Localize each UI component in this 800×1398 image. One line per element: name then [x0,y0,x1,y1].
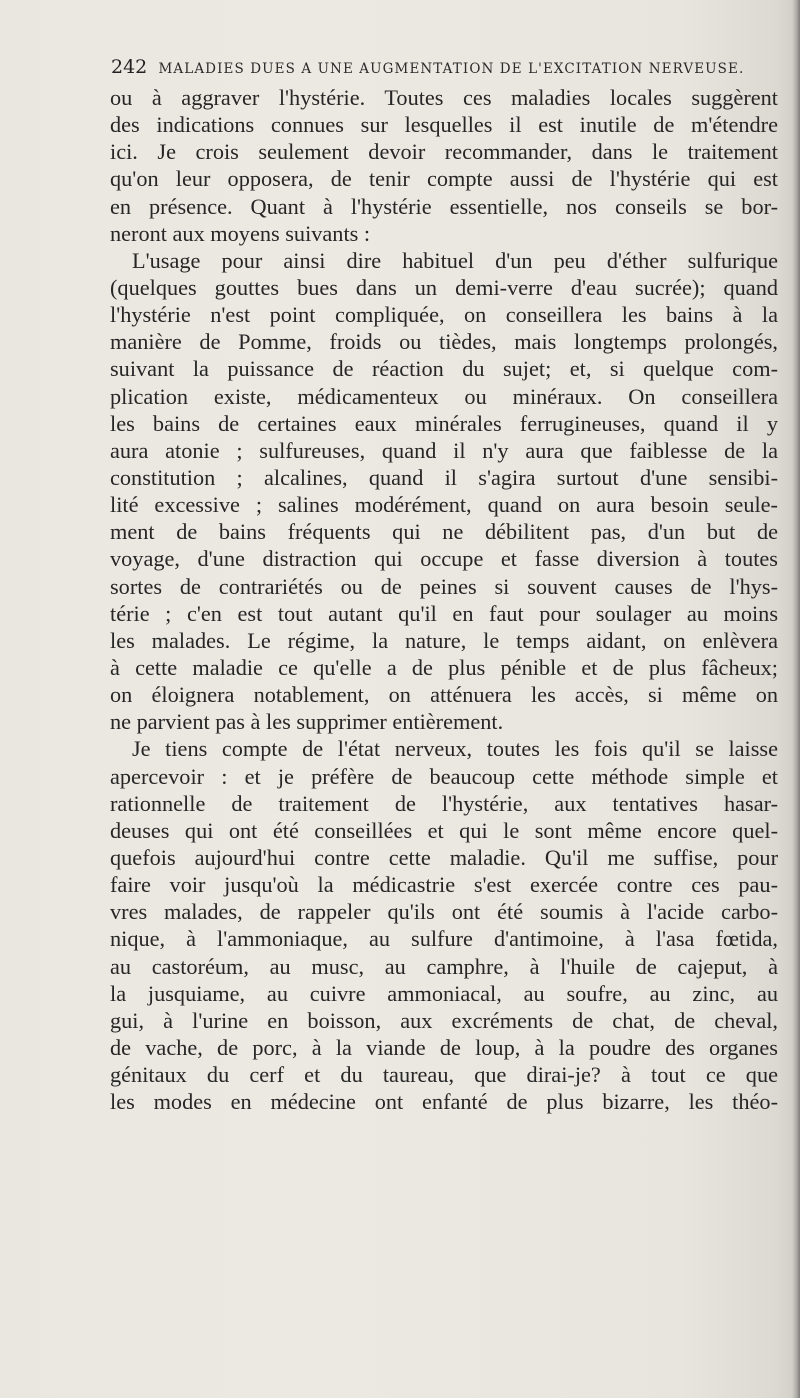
text-line: on éloignera notablement, on atténuera les accès, si même on [110,682,778,708]
text-line: au castoréum, au musc, au camphre, à l'huile de cajeput, à [110,953,778,979]
text-line: manière de Pomme, froids ou tièdes, mais longtemps prolongés, [110,329,778,355]
text-line: ou à aggraver l'hystérie. Toutes ces maladies locales suggèrent [110,85,778,110]
text-line: voyage, d'une distraction qui occupe et fasse diversion à toutes [110,546,778,572]
running-head-title: MALADIES DUES A UNE AUGMENTATION DE L'EXCITATION NERVEUSE. [158,61,745,77]
text-line: plication existe, médicamenteux ou minéraux. On conseillera [110,383,778,409]
text-line: nique, à l'ammoniaque, au sulfure d'antimoine, à l'asa fœtida, [110,926,778,952]
text-line: sortes de contrariétés ou de peines si souvent causes de l'hys- [110,573,778,599]
text-line: ment de bains fréquents qui ne débilitent pas, d'un but de [110,519,778,545]
text-line: constitution ; alcalines, quand il s'agira surtout d'une sensibi- [110,464,778,490]
text-line: apercevoir : et je préfère de beaucoup cette méthode simple et [110,763,778,789]
text-line: à cette maladie ce qu'elle a de plus pénible et de plus fâcheux; [110,654,778,680]
text-line: térie ; c'en est tout autant qu'il en faut pour soulager au moins [110,600,778,626]
text-line: lité excessive ; salines modérément, quand on aura besoin seule- [110,492,778,518]
body-text [110,84,778,1115]
text-line: quefois aujourd'hui contre cette maladie. Qu'il me suffise, pour [110,844,778,870]
text-line: suivant la puissance de réaction du sujet; et, si quelque com- [110,356,778,382]
text-line: ne parvient pas à les supprimer entièrement. [110,709,504,735]
text-line: l'hystérie n'est point compliquée, on conseillera les bains à la [110,302,778,328]
text-line: neront aux moyens suivants : [110,220,371,246]
text-line: en présence. Quant à l'hystérie essentielle, nos conseils se bor- [110,193,778,219]
running-head [111,56,771,78]
text-line: L'usage pour ainsi dire habituel d'un peu d'éther sulfurique [132,247,778,273]
text-line: (quelques gouttes bues dans un demi-verre d'eau sucrée); quand [110,274,778,300]
text-line: rationnelle de traitement de l'hystérie, aux tentatives hasar- [110,790,778,816]
page-edge-shadow [792,0,800,1398]
text-line: les malades. Le régime, la nature, le temps aidant, on enlèvera [110,627,778,653]
text-line: de vache, de porc, à la viande de loup, à la poudre des organes [110,1034,778,1060]
text-line: aura atonie ; sulfureuses, quand il n'y aura que faiblesse de la [110,437,778,463]
page-number: 242 [111,56,148,78]
text-line: vres malades, de rappeler qu'ils ont été soumis à l'acide carbo- [110,899,778,925]
text-line: les bains de certaines eaux minérales ferrugineuses, quand il y [110,410,778,436]
text-line: qu'on leur opposera, de tenir compte aussi de l'hystérie qui est [110,166,778,192]
text-line: la jusquiame, au cuivre ammoniacal, au soufre, au zinc, au [110,980,778,1006]
text-line: faire voir jusqu'où la médicastrie s'est exercée contre ces pau- [110,872,778,898]
text-line: deuses qui ont été conseillées et qui le sont même encore quel- [110,817,778,843]
text-line: ici. Je crois seulement devoir recommander, dans le traitement [110,139,778,165]
text-line: les modes en médecine ont enfanté de plus bizarre, les théo- [110,1089,778,1115]
text-line: des indications connues sur lesquelles il est inutile de m'étendre [110,112,778,138]
text-line: gui, à l'urine en boisson, aux excréments de chat, de cheval, [110,1007,778,1033]
text-line: Je tiens compte de l'état nerveux, toutes les fois qu'il se laisse [132,736,778,762]
text-line: génitaux du cerf et du taureau, que dirai-je? à tout ce que [110,1062,778,1088]
